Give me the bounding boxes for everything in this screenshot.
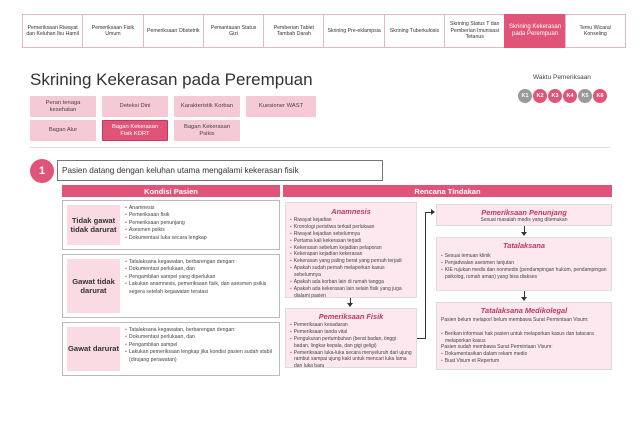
list-item: ▪ Tatalaksana kegawatan, berbarengan dengan: xyxy=(125,327,275,334)
visit-badge-k2: K2 xyxy=(533,89,547,103)
tatalaksana-title: Tatalaksana xyxy=(502,241,546,250)
list-item: ▪ Lakukan anamnesis, pemeriksaan fisik, dan asesmen psikis segera setelah kegawatan teratasi xyxy=(125,281,275,296)
anamnesis-box xyxy=(285,202,417,298)
list-item: ▪ Pemeriksaan fisik xyxy=(125,212,275,219)
arrow-head xyxy=(521,232,527,236)
page-title: Skrining Kekerasan pada Perempuan xyxy=(30,70,313,89)
list-item: ▪ Dokumentasi luka secara lengkap xyxy=(125,235,275,242)
visit-badge-k1: K1 xyxy=(518,89,532,103)
pemeriksaan-penunjang-text: Sesuai masalah medis yang ditemukan xyxy=(480,217,568,223)
tab-status-gizi[interactable]: Pemantauan Status Gizi xyxy=(203,14,263,48)
list-item: ▪ Apakah sudah pernah melaporkan kasus sebelumnya xyxy=(290,265,412,279)
pemeriksaan-fisik-box xyxy=(285,308,417,368)
tab-kekerasan-perempuan[interactable]: Skrining Kekerasan pada Perempuan xyxy=(504,14,564,48)
tab-imunisasi-tetanus[interactable]: Skrining Status T dan Pemberian Imunisasi Tetanus xyxy=(444,14,504,48)
list-item: ▪ Pemeriksaan tanda vital xyxy=(290,329,412,336)
list-item: ▪ Pengambilan sampel yang diperlukan xyxy=(125,274,275,281)
pemeriksaan-fisik-title: Pemeriksaan Fisik xyxy=(318,312,384,321)
visit-badge-k4: K4 xyxy=(563,89,577,103)
chip-peran-tenaga-kesehatan[interactable]: Peran tenaga kesehatan xyxy=(30,96,96,117)
list-item: ▪ Apakah ada korban lain di rumah tangga xyxy=(290,279,412,286)
arrow-head xyxy=(431,209,435,215)
divider xyxy=(30,147,610,148)
tab-pre-eklampsia[interactable]: Skrining Pre-eklampsia xyxy=(323,14,383,48)
condition-row-gawat-tidak-darurat xyxy=(62,254,280,318)
anamnesis-title: Anamnesis xyxy=(331,207,371,216)
list-item: ▪ Dokumentasikan dalam rekam medis xyxy=(441,351,607,358)
condition-items xyxy=(125,327,275,364)
list-item: ▪ Apakah ada kekerasan lain selain fisik yang juga dialami pasien xyxy=(290,286,412,300)
condition-label: Gawat darurat xyxy=(67,327,120,371)
list-item: ▪ Riwayat kejadian xyxy=(290,217,412,224)
connector-line xyxy=(425,212,426,339)
list-item: ▪ Pengambilan sampel xyxy=(125,342,275,349)
chip-bagan-alur[interactable]: Bagan Alur xyxy=(30,120,96,141)
list-item: ▪ Asesmen psikis xyxy=(125,227,275,234)
pemeriksaan-penunjang-box xyxy=(436,204,612,226)
tatalaksana-medikolegal-title: Tatalaksana Medikolegal xyxy=(480,306,568,315)
visit-badge-k3: K3 xyxy=(548,89,562,103)
chip-bagan-kekerasan-psikis[interactable]: Bagan Kekerasan Psikis xyxy=(174,120,240,141)
anamnesis-items xyxy=(290,217,412,300)
pemeriksaan-penunjang-title: Pemeriksaan Penunjang xyxy=(481,208,567,217)
tatalaksana-medikolegal-box xyxy=(436,302,612,370)
list-item: ▪ Dokumentasi perlukaan, dan xyxy=(125,266,275,273)
tab-fisik-umum[interactable]: Pemeriksaan Fisik Umum xyxy=(82,14,142,48)
list-item: ▪ Kekerasan yang paling berat yang pernah terjadi xyxy=(290,258,412,265)
tab-temu-wicara[interactable]: Temu Wicara/ Konseling xyxy=(565,14,626,48)
medikolegal-line-1: Pasien belum melapor/ belum membawa Surat Permintaan Visum: xyxy=(441,317,589,323)
visit-badge-k6: K6 xyxy=(593,89,607,103)
step-description: Pasien datang dengan keluhan utama mengalami kekerasan fisik xyxy=(57,160,383,181)
tatalaksana-box xyxy=(436,237,612,291)
pemeriksaan-fisik-items xyxy=(290,322,412,370)
list-item: ▪ Penjadwalan asesmen lanjutan xyxy=(441,260,607,267)
top-nav-tabs xyxy=(22,14,626,48)
list-item: ▪ Sesuai temuan klinik xyxy=(441,253,607,260)
medikolegal-items-2 xyxy=(441,351,607,365)
condition-row-gawat-darurat xyxy=(62,322,280,376)
chip-karakteristik-korban[interactable]: Karakteristik Korban xyxy=(174,96,240,117)
header-rencana-tindakan: Rencana Tindakan xyxy=(283,185,612,197)
condition-items xyxy=(125,205,275,242)
list-item: ▪ KIE rujukan medis dan nonmedis (pendampingan hukum, pendampingan psikolog, rumah aman) yang bisa diakses xyxy=(441,267,607,281)
condition-label: Gawat tidak darurat xyxy=(67,259,120,313)
medikolegal-items-1 xyxy=(441,331,607,345)
list-item: ▪ Anamnesis xyxy=(125,205,275,212)
chip-bagan-kekerasan-fisik[interactable]: Bagan Kekerasan Fisik KDRT xyxy=(102,120,168,141)
list-item: ▪ Buat Visum et Repertum xyxy=(441,358,607,365)
list-item: ▪ Riwayat kejadian sebelumnya xyxy=(290,231,412,238)
chip-deteksi-dini[interactable]: Deteksi Dini xyxy=(102,96,168,117)
list-item: ▪ Kronologi peristiwa terkait perlukaan xyxy=(290,224,412,231)
arrow-head xyxy=(347,303,353,307)
condition-items xyxy=(125,259,275,296)
tab-tuberkulosis[interactable]: Skrining Tuberkulosis xyxy=(384,14,444,48)
chip-kuesioner-wast[interactable]: Kuesioner WAST xyxy=(246,96,316,117)
list-item: ▪ Pertama kali kekerasan terjadi xyxy=(290,238,412,245)
tab-riwayat[interactable]: Pemeriksaan Riwayat dan Keluhan Ibu Hamil xyxy=(22,14,82,48)
tatalaksana-items xyxy=(441,253,607,281)
list-item: ▪ Dokumentasi perlukaan, dan xyxy=(125,334,275,341)
visit-badge-k5: K5 xyxy=(578,89,592,103)
arrow-head xyxy=(521,297,527,301)
step-number-badge: 1 xyxy=(30,159,54,183)
tab-obstetrik[interactable]: Pemeriksaan Obstetrik xyxy=(143,14,203,48)
condition-row-tidak-gawat xyxy=(62,200,280,250)
list-item: ▪ Kekerapan kejadian kekerasan xyxy=(290,251,412,258)
visit-time-label: Waktu Pemeriksaan xyxy=(533,74,591,81)
header-kondisi-pasien: Kondisi Pasien xyxy=(62,185,280,197)
condition-label: Tidak gawat tidak darurat xyxy=(67,205,120,245)
list-item: ▪ Tatalaksana kegawatan, berbarengan dengan: xyxy=(125,259,275,266)
list-item: ▪ Berikan informasi hak pasien untuk melaporkan kasus dan tatacara melaporkan kasus xyxy=(441,331,607,345)
list-item: ▪ Pemeriksaan penunjang xyxy=(125,220,275,227)
list-item: ▪ Pemeriksaan luka-luka secara menyeluruh dari ujung rambut sampai ujung kaki untuk mencari luka lama dan luka baru xyxy=(290,350,412,371)
list-item: ▪ Pemeriksaan kesadaran xyxy=(290,322,412,329)
tab-tablet-tambah-darah[interactable]: Pemberian Tablet Tambah Darah xyxy=(263,14,323,48)
list-item: ▪ Pengukuran pertumbuhan (berat badan, tinggi badan, lingkar kepala, dan gigi geligi) xyxy=(290,336,412,350)
list-item: ▪ Lakukan pemeriksaan lengkap jika kondisi pasien sudah stabil (dirujang perawatan) xyxy=(125,349,275,364)
visit-badges xyxy=(518,89,607,103)
list-item: ▪ Kekerasan sebelum kejadian pelaporan xyxy=(290,245,412,252)
medikolegal-line-2: Pasien sudah membawa Surat Permintaan Visum: xyxy=(441,344,553,350)
